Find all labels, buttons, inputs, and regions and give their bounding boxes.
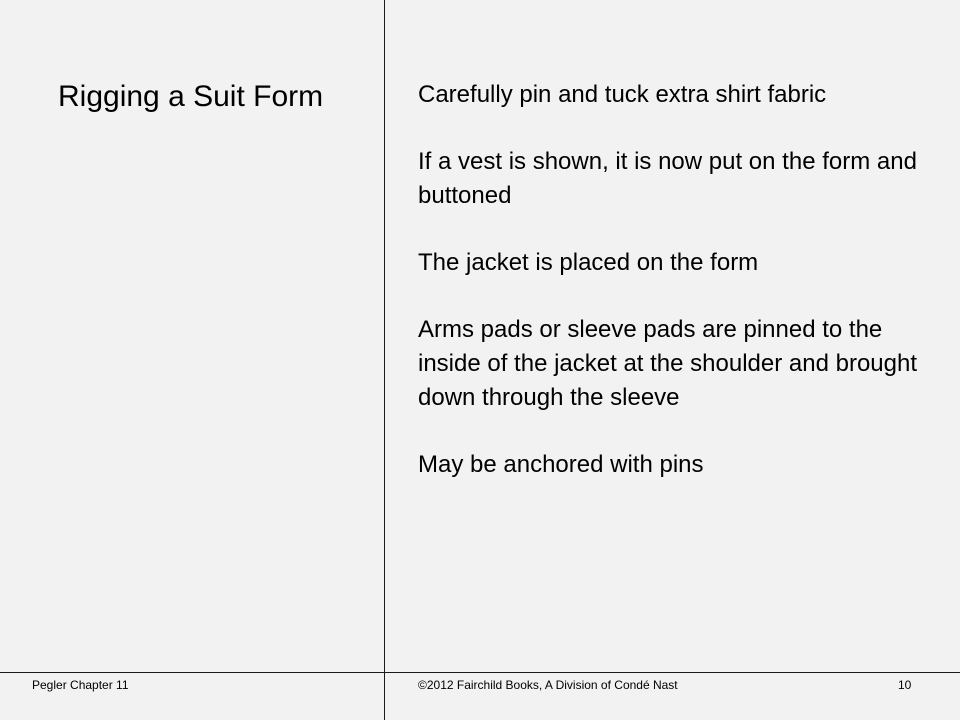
column-divider: [384, 0, 385, 720]
slide-title: Rigging a Suit Form: [58, 80, 324, 113]
footer-chapter: Pegler Chapter 11: [32, 678, 129, 692]
footer-divider: [0, 672, 960, 673]
bullet-item: The jacket is placed on the form: [418, 249, 759, 276]
bullet-item: May be anchored with pins: [418, 451, 704, 478]
page-number: 10: [898, 678, 912, 692]
bullet-item: Carefully pin and tuck extra shirt fabric: [418, 81, 827, 108]
bullet-list: [418, 78, 918, 482]
bullet-item: If a vest is shown, it is now put on the form and buttoned: [418, 148, 917, 209]
footer-copyright: ©2012 Fairchild Books, A Division of Condé Nast: [418, 678, 678, 692]
bullet-item: Arms pads or sleeve pads are pinned to the inside of the jacket at the shoulder and brought down through the sleeve: [418, 316, 918, 411]
